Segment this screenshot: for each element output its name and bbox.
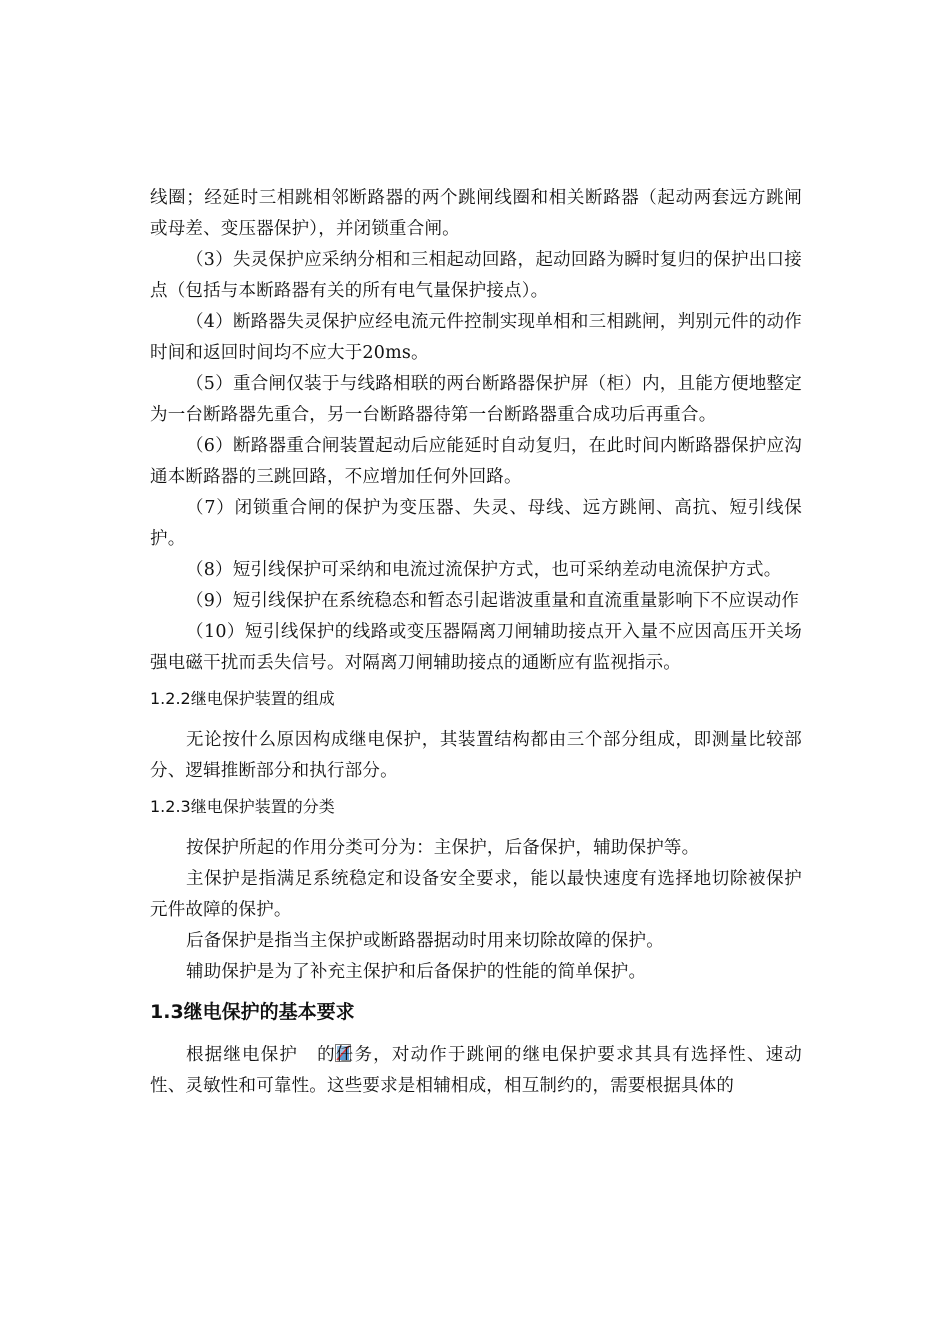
section-heading-1-3: 1.3继电保护的基本要求 bbox=[150, 1001, 355, 1023]
section-1-2-2-body: 无论按什么原因构成继电保护，其装置结构都由三个部分组成，即测量比较部分、逻辑推断部分和执行部分。 bbox=[150, 730, 802, 781]
paragraph-item-8: （8）短引线保护可采纳和电流过流保护方式，也可采纳差动电流保护方式。 bbox=[186, 560, 782, 580]
section-1-3-body-rest: 的任务，对动作于跳闸的继电保护要求其具有选择性、速动性、灵敏性和可靠性。这些要求是相辅相成，相互制约的，需要根据具体的 bbox=[150, 1045, 802, 1096]
section-heading-1-2-3: 1.2.3继电保护装置的分类 bbox=[150, 797, 335, 816]
section-1-3-body-start: 根据继电保护 bbox=[186, 1045, 299, 1065]
broken-image-icon bbox=[299, 1042, 315, 1060]
section-1-2-3-p2: 主保护是指满足系统稳定和设备安全要求，能以最快速度有选择地切除被保护 元件故障的保护。 bbox=[150, 869, 802, 920]
paragraph-item-9: （9）短引线保护在系统稳态和暂态引起谐波重量和直流重量影响下不应误动作 bbox=[186, 591, 800, 611]
paragraph-item-3: （3）失灵保护应采纳分相和三相起动回路，起动回路为瞬时复归的保护出口接点（包括与本断路器有关的所有电气量保护接点）。 bbox=[150, 250, 802, 301]
paragraph-item-5: （5）重合闸仅装于与线路相联的两台断路器保护屏（柜）内，且能方便地整定为一台断路器先重合，另一台断路器待第一台断路器重合成功后再重合。 bbox=[150, 374, 802, 425]
paragraph-item-7: （7）闭锁重合闸的保护为变压器、失灵、母线、远方跳闸、高抗、短引线保护。 bbox=[150, 498, 802, 549]
section-1-2-3-p4: 辅助保护是为了补充主保护和后备保护的性能的简单保护。 bbox=[186, 962, 647, 982]
section-heading-1-2-2: 1.2.2继电保护装置的组成 bbox=[150, 689, 335, 708]
section-1-3-body bbox=[150, 1040, 802, 1102]
paragraph-continuation: 线圈；经延时三相跳相邻断路器的两个跳闸线圈和相关断路器（起动两套远方跳闸或母差、变压器保护），并闭锁重合闸。 bbox=[150, 188, 802, 239]
section-1-2-3-p3: 后备保护是指当主保护或断路器据动时用来切除故障的保护。 bbox=[186, 931, 664, 951]
paragraph-item-10: （10）短引线保护的线路或变压器隔离刀闸辅助接点开入量不应因高压开关场强电磁干扰而丢失信号。对隔离刀闸辅助接点的通断应有监视指示。 bbox=[150, 622, 802, 673]
paragraph-item-4: （4）断路器失灵保护应经电流元件控制实现单相和三相跳闸，判别元件的动作时间和返回时间均不应大于20ms。 bbox=[150, 312, 802, 363]
section-1-2-3-p1: 按保护所起的作用分类可分为：主保护，后备保护，辅助保护等。 bbox=[186, 838, 700, 858]
paragraph-item-6: （6）断路器重合闸装置起动后应能延时自动复归，在此时间内断路器保护应沟通本断路器的三跳回路，不应增加任何外回路。 bbox=[150, 436, 802, 487]
document-page bbox=[150, 183, 802, 1102]
